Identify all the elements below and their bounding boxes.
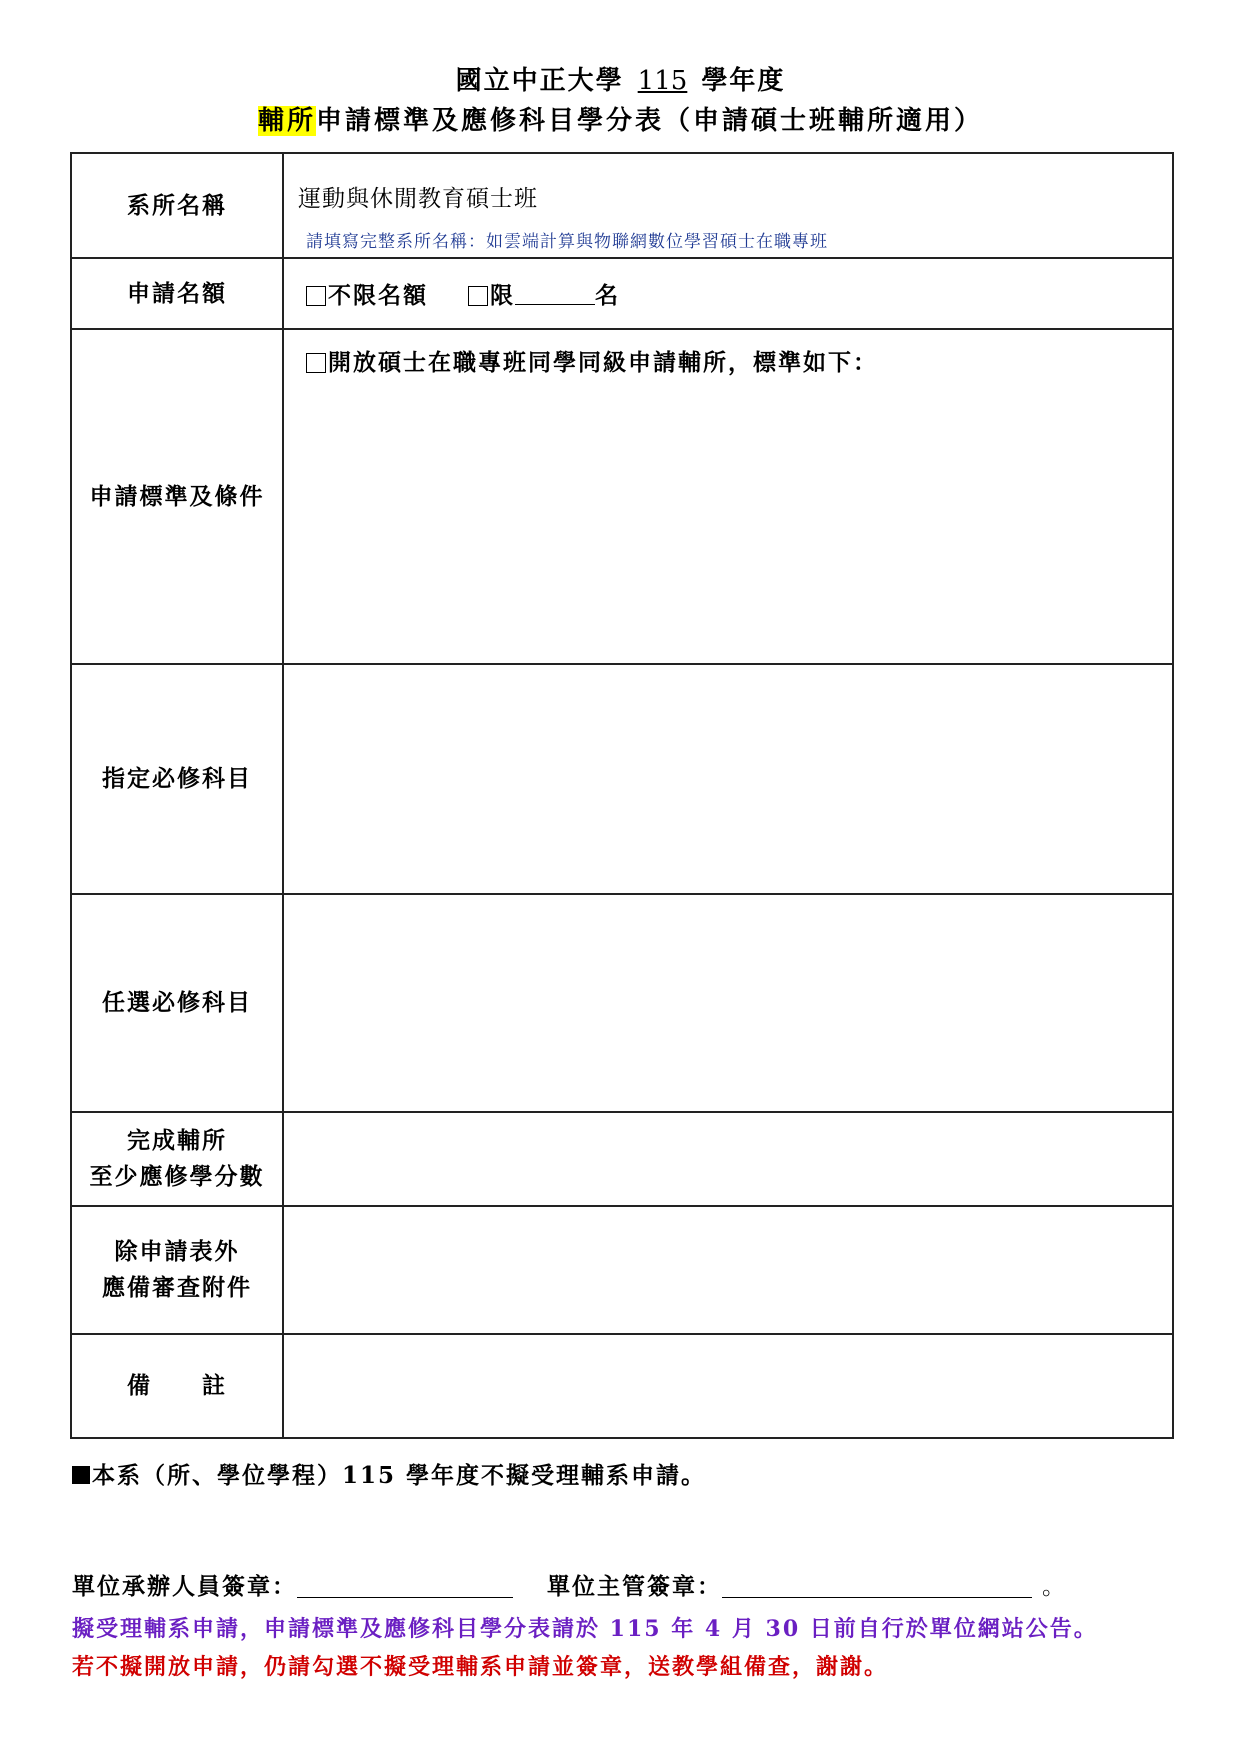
decline-note-text: 本系（所、學位學程）115 學年度不擬受理輔系申請。: [92, 1462, 707, 1489]
title-prefix: 國立中正大學: [455, 66, 624, 96]
remarks-cell[interactable]: [283, 1334, 1173, 1438]
limited-prefix: 限: [490, 282, 516, 309]
dept-label: 系所名稱: [71, 153, 283, 258]
criteria-checkbox[interactable]: [306, 353, 326, 373]
unlimited-label: 不限名額: [328, 282, 428, 309]
checked-square-icon[interactable]: [72, 1466, 90, 1484]
limited-checkbox[interactable]: [468, 286, 488, 306]
row-attachments: [71, 1206, 1173, 1334]
credits-label-line1: 完成輔所: [127, 1127, 227, 1154]
elective-cell[interactable]: [283, 894, 1173, 1112]
head-sign-line[interactable]: [722, 1575, 1032, 1598]
dept-value: 運動與休閒教育碩士班: [298, 186, 538, 212]
limited-suffix: 名: [595, 282, 621, 309]
row-dept: [71, 153, 1173, 258]
title-suffix: 學年度: [701, 66, 786, 96]
credits-cell[interactable]: [283, 1112, 1173, 1206]
period: 。: [1042, 1574, 1067, 1600]
credits-label-line2: 至少應修學分數: [89, 1163, 265, 1190]
row-remarks: [71, 1334, 1173, 1438]
signature-row: [72, 1568, 1067, 1601]
row-required: [71, 664, 1173, 894]
application-form-table: [70, 152, 1174, 1439]
announcement-note: 擬受理輔系申請，申請標準及應修科目學分表請於 115 年 4 月 30 日前自行於單位網站公告。: [72, 1616, 1098, 1642]
row-elective: [71, 894, 1173, 1112]
document-title: [0, 60, 1241, 97]
attach-label-line2: 應備審查附件: [102, 1274, 252, 1301]
row-criteria: [71, 329, 1173, 664]
quota-label: 申請名額: [71, 258, 283, 329]
academic-year: 115: [637, 66, 688, 96]
attach-label: [71, 1206, 283, 1334]
decline-note: [72, 1457, 706, 1490]
attach-label-line1: 除申請表外: [114, 1238, 240, 1265]
quota-cell: [283, 258, 1173, 329]
dept-hint: 請填寫完整系所名稱：如雲端計算與物聯網數位學習碩士在職專班: [306, 232, 828, 252]
head-sign-label: 單位主管簽章：: [547, 1573, 722, 1600]
staff-sign-label: 單位承辦人員簽章：: [72, 1573, 297, 1600]
subtitle-highlight: 輔所: [257, 106, 316, 136]
credits-label: [71, 1112, 283, 1206]
criteria-option: 開放碩士在職專班同學同級申請輔所，標準如下：: [328, 349, 878, 376]
row-quota: [71, 258, 1173, 329]
attach-cell[interactable]: [283, 1206, 1173, 1334]
subtitle-text: 申請標準及應修科目學分表（申請碩士班輔所適用）: [316, 106, 984, 136]
criteria-label: 申請標準及條件: [71, 329, 283, 664]
quota-number-blank[interactable]: [515, 284, 595, 305]
criteria-cell[interactable]: [283, 329, 1173, 664]
remarks-label: 備 註: [71, 1334, 283, 1438]
document-subtitle: [0, 100, 1241, 137]
unlimited-checkbox[interactable]: [306, 286, 326, 306]
elective-label: 任選必修科目: [71, 894, 283, 1112]
row-credits: [71, 1112, 1173, 1206]
required-cell[interactable]: [283, 664, 1173, 894]
staff-sign-line[interactable]: [297, 1575, 513, 1598]
dept-cell[interactable]: [283, 153, 1173, 258]
required-label: 指定必修科目: [71, 664, 283, 894]
decline-instruction-note: 若不擬開放申請，仍請勾選不擬受理輔系申請並簽章，送教學組備查，謝謝。: [72, 1654, 889, 1680]
